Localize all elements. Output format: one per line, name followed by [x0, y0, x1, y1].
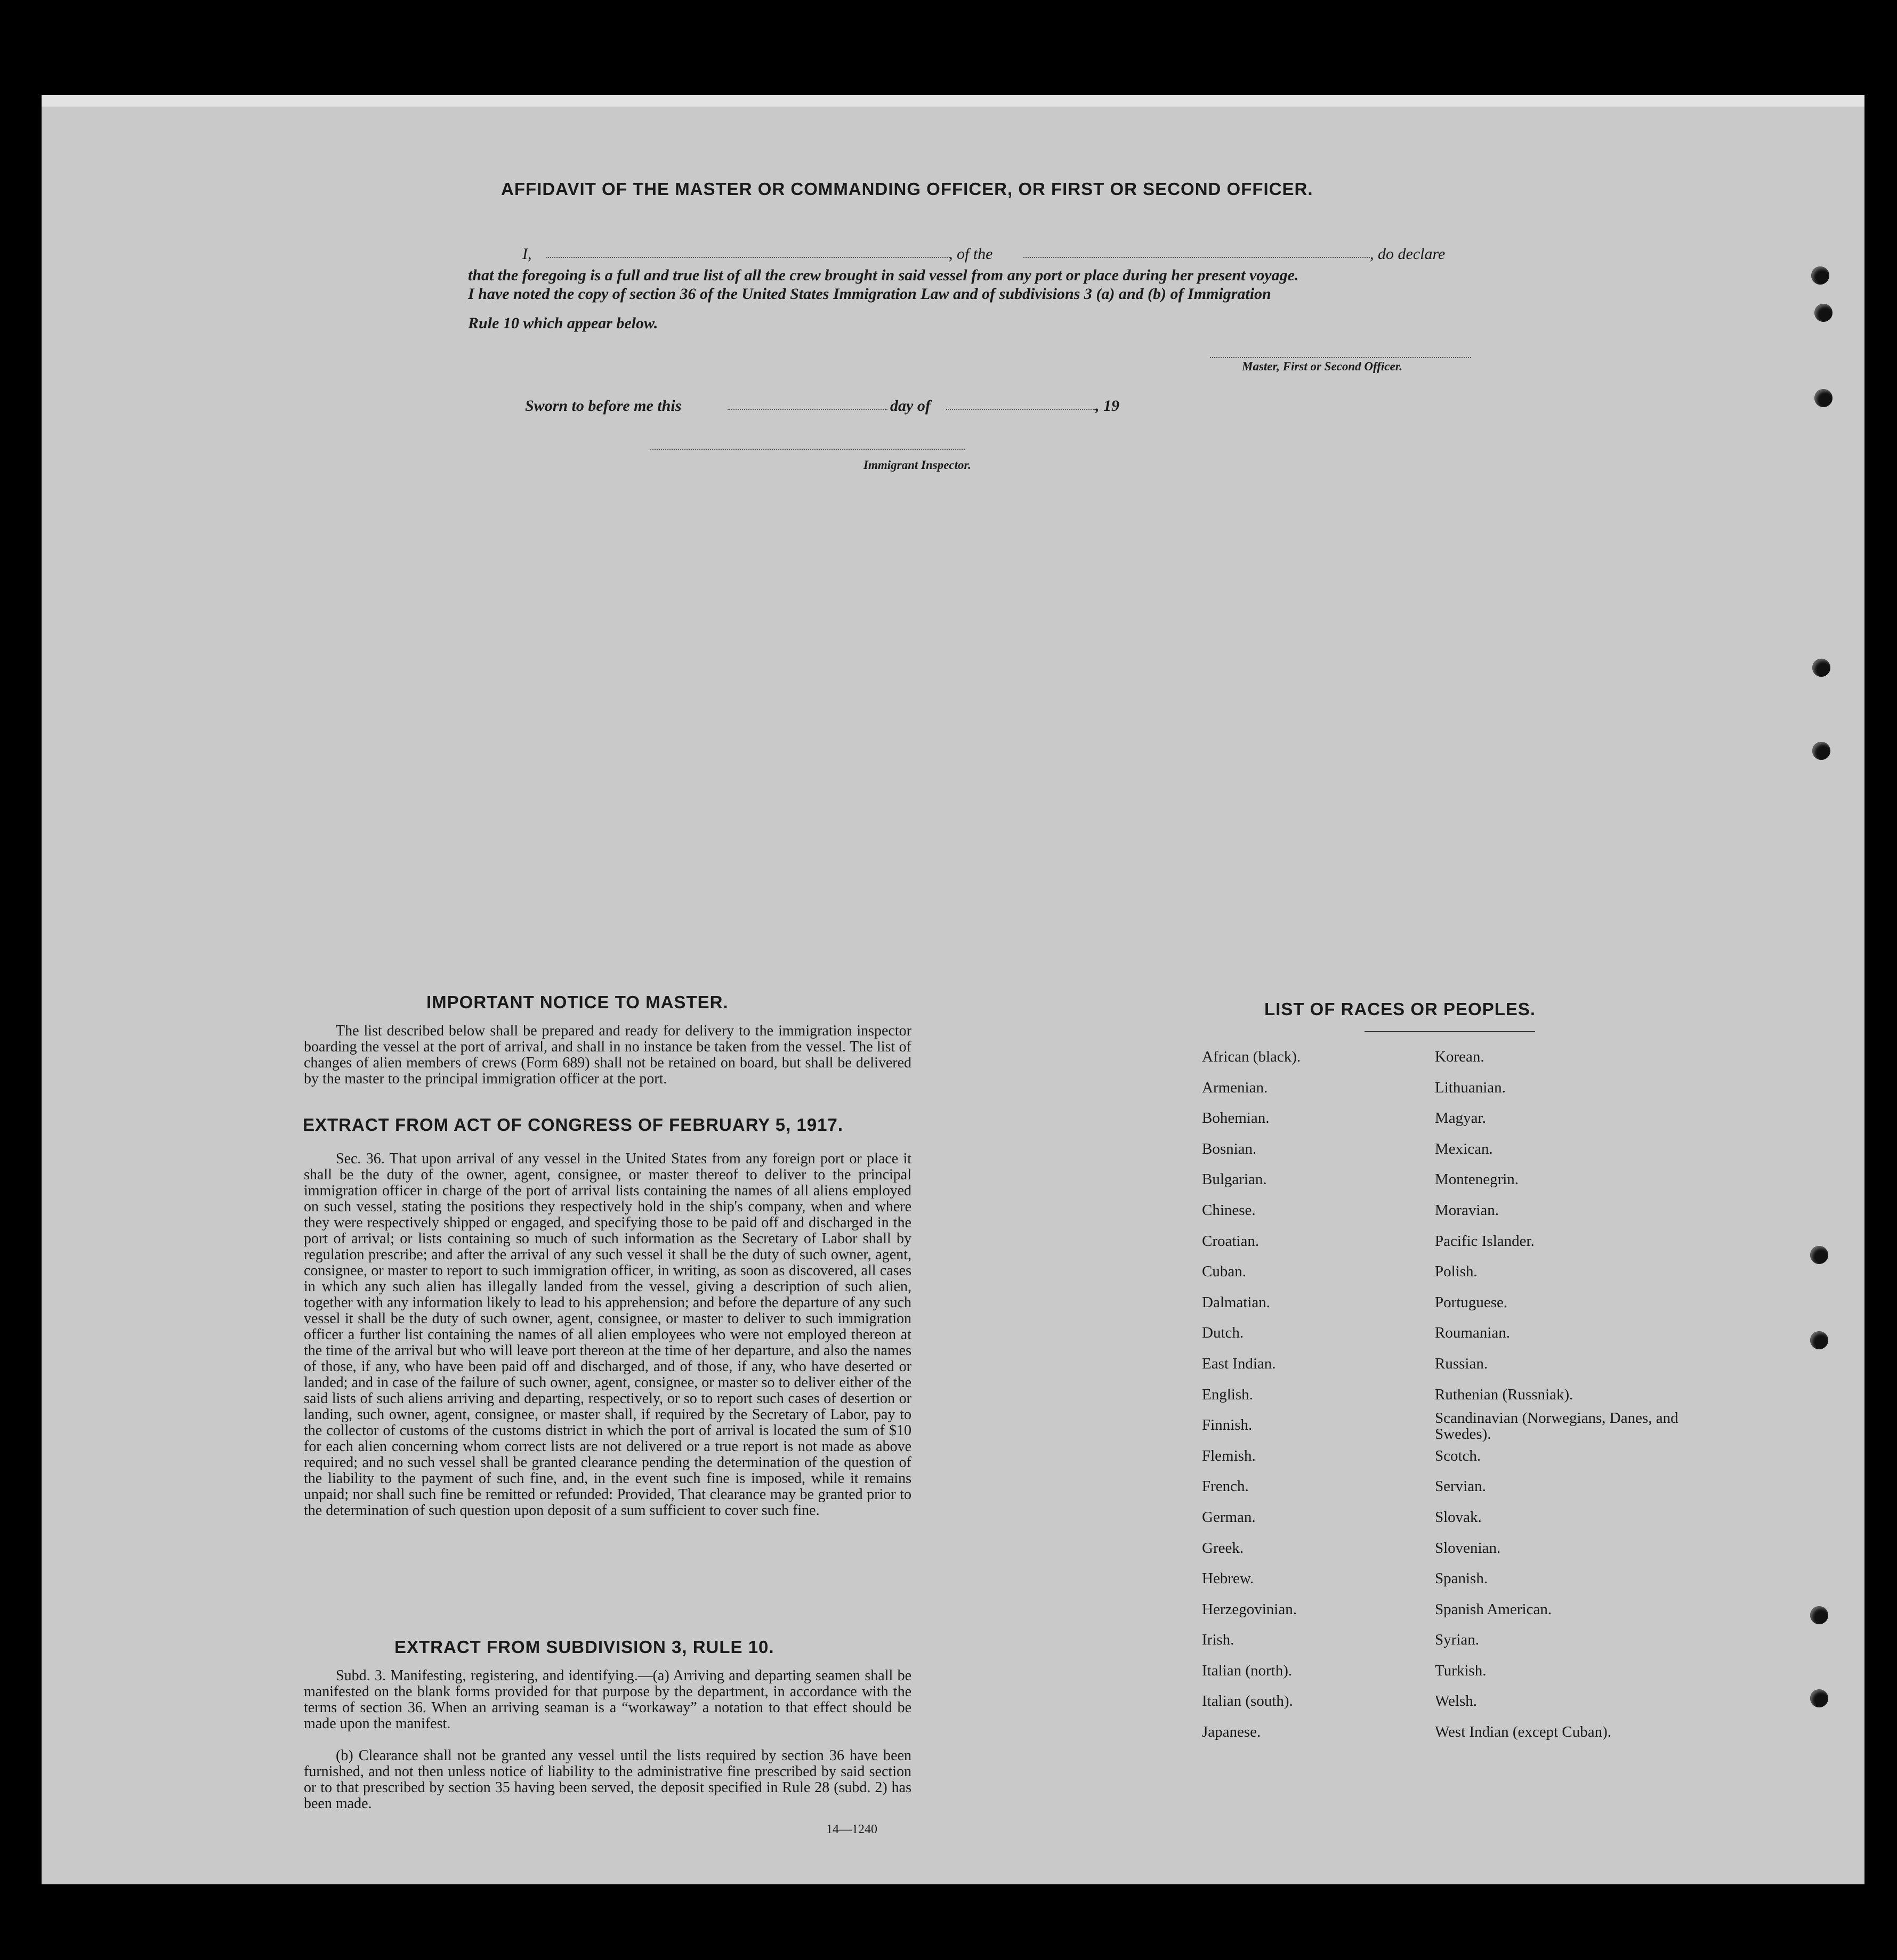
race-item: Syrian. — [1435, 1631, 1479, 1649]
sworn-day-blank — [728, 409, 887, 410]
inspector-signature-label: Immigrant Inspector. — [863, 458, 971, 472]
race-item: Spanish American. — [1435, 1600, 1552, 1618]
affidavit-heading: AFFIDAVIT OF THE MASTER OR COMMANDING OFFICER, OR FIRST OR SECOND OFFICER. — [501, 179, 1313, 199]
races-heading: LIST OF RACES OR PEOPLES. — [1264, 999, 1536, 1019]
races-column-1 — [1202, 1042, 1426, 1748]
race-item: Moravian. — [1435, 1201, 1499, 1219]
punch-hole — [1810, 1606, 1828, 1624]
sworn-label: Sworn to before me this — [525, 397, 682, 415]
notice-heading: IMPORTANT NOTICE TO MASTER. — [426, 992, 729, 1012]
race-item: Montenegrin. — [1435, 1171, 1519, 1188]
master-signature-line — [1210, 357, 1471, 358]
race-item: Flemish. — [1202, 1447, 1256, 1464]
race-item: Bohemian. — [1202, 1109, 1270, 1127]
punch-hole — [1812, 742, 1830, 760]
race-item: Dutch. — [1202, 1324, 1244, 1342]
affidavit-declare: , do declare — [1370, 245, 1446, 263]
race-item: Lithuanian. — [1435, 1079, 1506, 1096]
race-item: African (black). — [1202, 1048, 1301, 1065]
race-item: Japanese. — [1202, 1723, 1261, 1741]
affidavit-line3: I have noted the copy of section 36 of the United States Immigration Law and of subdivisions 3 (a) and (b) of Immigration — [468, 285, 1271, 303]
notice-text: The list described below shall be prepared and ready for delivery to the immigration inspector boarding the vessel at the port of arrival, and shall in no instance be taken from the vessel. The list of changes of alien members of crews (Form 689) shall not be retained on board, but shall be delivered by the master to the principal immigration officer at the port. — [304, 1023, 911, 1087]
race-item: Russian. — [1435, 1355, 1488, 1372]
race-item: Slovenian. — [1435, 1539, 1501, 1557]
races-heading-rule — [1365, 1031, 1535, 1032]
race-item: Dalmatian. — [1202, 1293, 1271, 1311]
day-of-label: day of — [890, 397, 931, 415]
extract-act-text: Sec. 36. That upon arrival of any vessel in the United States from any foreign port or place it shall be the duty of the owner, agent, consignee, or master thereof to deliver to the principal immigration officer in charge of the port of arrival lists containing the names of all aliens employed on such vessel, stating the positions they respectively hold in the ship's company, when and where they were respectively shipped or engaged, and specifying those to be paid off and discharged in the port of arrival; or lists containing so much of such information as the Secretary of Labor shall by regulation prescribe; and after the arrival of any such vessel it shall be the duty of such owner, agent, consignee, or master to report to such immigration officer, in writing, as soon as discovered, all cases in which any such alien has illegally landed from the vessel, giving a description of such alien, together with any information likely to lead to his apprehension; and before the departure of any such vessel it shall be the duty of such owner, agent, consignee, or master to deliver to such immigration officer a further list containing the names of all alien employees who were not employed thereon at the time of the arrival but who will leave port thereon at the time of her departure, and also the names of those, if any, who have been paid off and discharged, and of those, if any, who have deserted or landed; and in case of the failure of such owner, agent, consignee, or master so to deliver either of the said lists of such aliens arriving and departing, respectively, or so to report such cases of desertion or landing, such owner, agent, consignee, or master shall, if required by the Secretary of Labor, pay to the collector of customs of the customs district in which the port of arrival is located the sum of $10 for each alien concerning whom correct lists are not delivered or a true report is not made as above required; and no such vessel shall be granted clearance pending the determination of the question of the liability to the payment of such fine, and, in the event such fine is imposed, while it remains unpaid; nor shall such fine be remitted or refunded: Provided, That clearance may be granted prior to the determination of such question upon deposit of a sum sufficient to cover such fine. — [304, 1151, 911, 1519]
race-item: German. — [1202, 1508, 1256, 1526]
extract-rule-heading: EXTRACT FROM SUBDIVISION 3, RULE 10. — [394, 1637, 774, 1657]
punch-hole — [1814, 389, 1833, 407]
race-item: Croatian. — [1202, 1232, 1260, 1250]
vessel-blank — [1023, 257, 1370, 258]
race-item: Finnish. — [1202, 1416, 1253, 1434]
race-item: Herzegovinian. — [1202, 1600, 1297, 1618]
punch-hole — [1810, 1689, 1828, 1707]
race-item: Chinese. — [1202, 1201, 1256, 1219]
extract-rule-text-b: (b) Clearance shall not be granted any vessel until the lists required by section 36 have been furnished, and not then unless notice of liability to the administrative fine prescribed by said section or to that prescribed by section 35 having been served, the deposit specified in Rule 28 (subd. 2) has been made. — [304, 1747, 911, 1812]
race-item: Italian (north). — [1202, 1662, 1293, 1679]
race-item: Armenian. — [1202, 1079, 1268, 1096]
master-signature-label: Master, First or Second Officer. — [1242, 360, 1403, 373]
race-item: Turkish. — [1435, 1662, 1487, 1679]
affidavit-of-the: , of the — [949, 245, 993, 263]
race-item: Roumanian. — [1435, 1324, 1510, 1342]
race-item: Mexican. — [1435, 1140, 1493, 1157]
race-item: Greek. — [1202, 1539, 1244, 1557]
race-item: Slovak. — [1435, 1508, 1482, 1526]
punch-hole — [1811, 266, 1829, 285]
race-item: Hebrew. — [1202, 1570, 1254, 1588]
race-item: Bosnian. — [1202, 1140, 1257, 1157]
races-column-2 — [1435, 1042, 1712, 1748]
sheet-top-edge — [42, 95, 1864, 107]
punch-hole — [1810, 1331, 1828, 1349]
race-item: Servian. — [1435, 1478, 1486, 1495]
race-item: Polish. — [1435, 1263, 1478, 1281]
race-item: Scandinavian (Norwegians, Danes, and Swedes). — [1435, 1410, 1678, 1443]
race-item: Portuguese. — [1435, 1293, 1508, 1311]
race-item: Welsh. — [1435, 1692, 1478, 1710]
race-item: Italian (south). — [1202, 1692, 1293, 1710]
sworn-month-blank — [946, 409, 1095, 410]
inspector-signature-line — [650, 449, 965, 450]
name-blank — [546, 257, 951, 258]
punch-hole — [1814, 304, 1833, 322]
race-item: West Indian (except Cuban). — [1435, 1723, 1612, 1741]
race-item: Ruthenian (Russniak). — [1435, 1386, 1573, 1403]
extract-rule-text-a: Subd. 3. Manifesting, registering, and identifying.—(a) Arriving and departing seamen shall be manifested on the blank forms provided for that purpose by the department, in accordance with the terms of section 36. When an arriving seaman is a “workaway” a notation to that effect should be made upon the manifest. — [304, 1667, 911, 1732]
affidavit-line4: Rule 10 which appear below. — [468, 314, 658, 332]
race-item: Pacific Islander. — [1435, 1232, 1535, 1250]
affidavit-line2: that the foregoing is a full and true list of all the crew brought in said vessel from any port or place during her present voyage. — [468, 266, 1299, 284]
punch-hole — [1810, 1246, 1828, 1264]
race-item: Magyar. — [1435, 1109, 1486, 1127]
year-label: , 19 — [1095, 397, 1119, 415]
race-item: Bulgarian. — [1202, 1171, 1267, 1188]
extract-act-heading: EXTRACT FROM ACT OF CONGRESS OF FEBRUARY 5, 1917. — [303, 1115, 844, 1135]
affidavit-i: I, — [522, 245, 532, 263]
race-item: Scotch. — [1435, 1447, 1481, 1464]
race-item: Irish. — [1202, 1631, 1234, 1649]
race-item: French. — [1202, 1478, 1249, 1495]
race-item: Cuban. — [1202, 1263, 1246, 1281]
race-item: English. — [1202, 1386, 1253, 1403]
form-number: 14—1240 — [826, 1823, 877, 1836]
race-item: East Indian. — [1202, 1355, 1276, 1372]
race-item: Korean. — [1435, 1048, 1484, 1065]
race-item: Spanish. — [1435, 1570, 1488, 1588]
punch-hole — [1812, 659, 1830, 677]
